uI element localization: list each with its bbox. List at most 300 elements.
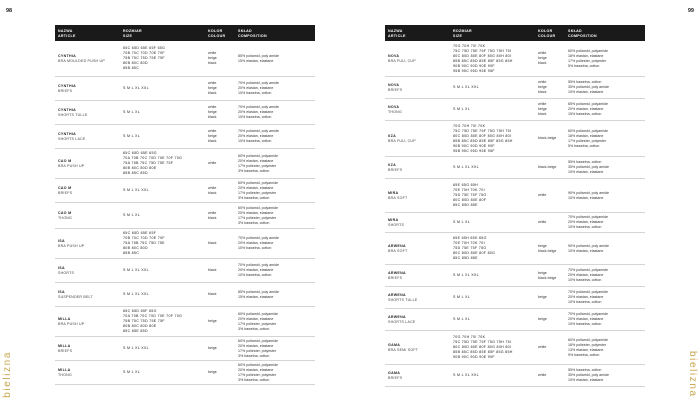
header-label: COLOUR xyxy=(538,34,556,38)
article-name: MIRA xyxy=(388,190,399,195)
composition-cell xyxy=(235,181,315,201)
colour-value: white xyxy=(208,105,217,109)
composition-cell xyxy=(235,363,315,383)
table-row xyxy=(55,41,315,77)
colour-value: white xyxy=(538,102,547,106)
article-cell xyxy=(55,290,120,300)
sizes-cell xyxy=(450,236,535,261)
composition-line: 70% poliamid, polyamide xyxy=(568,312,608,316)
colours-cell xyxy=(205,241,235,246)
article-name: CYNTHIA xyxy=(58,107,77,112)
header-cell-col4 xyxy=(235,29,315,41)
size-line: 85C 85D 85E xyxy=(453,203,478,207)
article-name: CAO M xyxy=(58,185,72,190)
article-name: NOVA xyxy=(388,82,400,87)
composition-line: 70% poliamid, poly amide xyxy=(238,263,279,267)
article-type: SHORTS TULLE xyxy=(388,297,418,302)
composition-line: 9% bawełna, cotton xyxy=(568,352,600,357)
composition-line: 10% bawełna, cotton xyxy=(568,278,602,282)
colour-value: white xyxy=(538,220,547,224)
table-row xyxy=(55,229,315,259)
article-type: BRIEFS xyxy=(388,167,403,172)
sizes-cell xyxy=(450,44,535,74)
composition-line: 15% elastan, elastane xyxy=(238,294,274,299)
composition-cell xyxy=(565,160,645,175)
size-line: 80B 80C 80D xyxy=(123,61,148,65)
colours-cell xyxy=(535,373,565,378)
table-row xyxy=(55,337,315,361)
composition-line: 17% poliester, polyester xyxy=(238,190,277,195)
colour-value: black xyxy=(208,241,217,245)
composition-line: 17% poliester, polyester xyxy=(238,372,277,377)
colours-cell xyxy=(205,319,235,324)
size-line: S M L XL XXL xyxy=(123,188,149,192)
composition-line: 17% poliester, polyester xyxy=(568,58,607,63)
size-line: 70E 70H 70K 70I xyxy=(453,241,485,245)
composition-line: 20% elastan, elastane xyxy=(568,220,604,224)
colour-value: black xyxy=(208,215,217,220)
size-line: 80B 80C 80D xyxy=(123,246,148,250)
composition-line: 90% poliamid, poly amide xyxy=(568,190,609,195)
header-cell-col3 xyxy=(535,29,565,41)
composition-cell xyxy=(235,312,315,332)
composition-line: 20% elastan, elastane xyxy=(238,343,274,348)
composition-line: 15% elastan, elastane xyxy=(238,58,274,63)
article-cell xyxy=(385,54,450,64)
size-line: 70B 70C 70D 70E 70F xyxy=(123,236,165,240)
sizes-cell xyxy=(120,268,205,273)
size-line: 80B 80C 80D 80E xyxy=(123,166,157,170)
composition-line: 20% elastan, elastane xyxy=(238,367,274,372)
article-type: BRIEFS xyxy=(58,348,73,353)
composition-line: 15% bawełna, cotton xyxy=(568,112,602,116)
colour-value: black xyxy=(538,90,547,94)
article-type: BRA SOFT xyxy=(388,248,408,253)
article-name: MIRA xyxy=(388,217,399,222)
colours-cell xyxy=(535,317,565,322)
composition-line: 20% elastan, elastane xyxy=(238,134,274,138)
colour-value: black-beige xyxy=(538,248,557,253)
size-line: S M L XL XXL xyxy=(123,292,149,296)
article-name: ISA xyxy=(58,289,65,294)
size-line: 65C 65D 65E 65F xyxy=(123,231,157,235)
article-type: BRA PUSH UP xyxy=(58,163,85,168)
colour-value: white xyxy=(538,80,547,84)
article-type: SHORTS xyxy=(388,222,405,227)
composition-line: 17% poliester, polyester xyxy=(568,138,607,143)
size-line: 70G 70H 70I 70K xyxy=(453,43,486,48)
article-cell xyxy=(55,54,120,64)
article-cell xyxy=(55,344,120,354)
size-line: 70G 70H 70I 70K xyxy=(453,123,486,128)
article-type: SHORTS xyxy=(58,270,75,275)
size-line: S M L XL xyxy=(453,295,471,299)
brand-wordmark-left: bielizna xyxy=(2,351,13,398)
colour-value: black xyxy=(208,139,217,143)
size-line: S M L XL xyxy=(123,110,141,114)
composition-cell xyxy=(565,102,645,117)
article-name: ARWENA xyxy=(388,270,406,275)
article-name: CAO M xyxy=(58,158,72,163)
colours-cell xyxy=(205,211,235,221)
composition-cell xyxy=(235,339,315,359)
table-row xyxy=(385,213,645,233)
size-line: 65C 65D 65E 65F 65G xyxy=(123,46,166,50)
size-line: S M L XL xyxy=(123,370,141,374)
product-table-left xyxy=(55,25,315,385)
composition-line: 55% bawełna, cotton xyxy=(568,368,602,372)
header-cell-col2 xyxy=(450,29,535,41)
composition-line: 20% elastan, elastane xyxy=(568,317,604,321)
composition-line: 20% elastan, elastane xyxy=(238,185,274,190)
size-line: 85B 85C xyxy=(123,66,140,70)
composition-cell xyxy=(565,338,645,358)
colour-value: white xyxy=(208,129,217,133)
table-row xyxy=(55,149,315,179)
sizes-cell xyxy=(120,292,205,297)
composition-line: 10% bawełna, cotton xyxy=(238,246,272,250)
composition-cell xyxy=(565,244,645,254)
composition-line: 13% elastan, elastane xyxy=(568,347,604,352)
sizes-cell xyxy=(450,107,535,112)
colour-value: black xyxy=(208,190,217,195)
size-line: S M L XL XXL xyxy=(453,85,479,89)
article-cell xyxy=(55,317,120,327)
composition-line: 5% bawełna, cotton xyxy=(568,63,600,68)
header-label: ARTICLE xyxy=(388,34,406,38)
table-row xyxy=(55,283,315,307)
size-line: 75B 75C 75D 75E 75F xyxy=(123,319,165,323)
composition-line: 60% poliamid, polyamide xyxy=(568,337,608,342)
article-type: BRA PUSH UP xyxy=(58,321,85,326)
header-label: COLOUR xyxy=(208,34,226,38)
size-line: 75B 75C 75D 75E 75F xyxy=(123,56,165,60)
sizes-cell xyxy=(120,86,205,91)
header-label: KOLOR xyxy=(208,29,223,33)
article-cell xyxy=(385,271,450,281)
colour-value: black-beige xyxy=(538,165,557,169)
size-line: 70B 70C 70D 70E 70F xyxy=(123,51,165,55)
table-row xyxy=(385,41,645,77)
composition-line: 70% poliamid, polyamide xyxy=(568,290,608,294)
header-label: COMPOSITION xyxy=(238,34,267,38)
colour-value: beige xyxy=(538,295,547,299)
colour-value: black xyxy=(208,115,217,119)
composition-line: 10% bawełna, cotton xyxy=(238,115,272,119)
header-label: SKŁAD xyxy=(238,29,252,33)
composition-line: 20% elastan, elastane xyxy=(238,241,274,245)
article-cell xyxy=(55,266,120,276)
colours-cell xyxy=(535,51,565,66)
article-cell xyxy=(385,293,450,303)
composition-line: 10% bawełna, cotton xyxy=(238,91,272,95)
size-line: 70A 70B 70C 70D 70E 70F 70G xyxy=(123,156,183,160)
composition-line: 20% elastan, elastane xyxy=(238,210,274,215)
article-cell xyxy=(55,239,120,249)
article-name: IIZA xyxy=(388,162,396,167)
header-label: ARTICLE xyxy=(58,34,76,38)
composition-cell xyxy=(235,54,315,64)
colour-value: white xyxy=(208,81,217,85)
brand-wordmark-right: bielizna xyxy=(687,351,698,398)
article-name: ISA xyxy=(58,238,65,243)
table-row xyxy=(55,125,315,149)
composition-line: 3% bawełna, cotton xyxy=(238,220,270,225)
colours-cell xyxy=(205,105,235,120)
size-line: 85B 85C 85D 85E 85F 85G 85H xyxy=(453,350,513,354)
article-type: BRA FULL CUP xyxy=(388,138,416,143)
composition-line: 10% bawełna, cotton xyxy=(568,300,602,304)
article-cell xyxy=(55,211,120,221)
composition-cell xyxy=(235,154,315,174)
table-row xyxy=(385,179,645,213)
article-name: GAMA xyxy=(388,370,401,375)
composition-cell xyxy=(565,268,645,283)
composition-cell xyxy=(235,290,315,300)
article-name: CYNTHIA xyxy=(58,131,77,136)
size-line: S M L XL XXL xyxy=(123,86,149,90)
size-line: 70A 70B 70C 70D 70E 70F 70G xyxy=(123,314,183,318)
size-line: S M L XL xyxy=(453,107,471,111)
size-line: 85B 85C 85D 85E 85F 85G 85H xyxy=(453,138,513,143)
composition-cell xyxy=(565,290,645,305)
colour-value: beige xyxy=(538,270,547,275)
composition-line: 70% poliamid, polyamide xyxy=(568,215,608,219)
composition-cell xyxy=(235,129,315,144)
composition-line: 3% bawełna, cotton xyxy=(238,195,270,200)
article-name: MILLA xyxy=(58,316,71,321)
composition-line: 18% poliester, polyester xyxy=(568,342,607,347)
article-type: BRA SOFT xyxy=(388,195,408,200)
article-cell xyxy=(385,244,450,254)
composition-line: 70% poliamid, poly amide xyxy=(238,129,279,133)
composition-line: 85% poliamid, poly amide xyxy=(238,289,279,294)
colour-value: black-beige xyxy=(538,136,557,140)
table-row xyxy=(385,157,645,179)
article-type: THONG xyxy=(388,109,402,114)
colour-value: white xyxy=(208,210,217,215)
composition-line: 60% poliamid, polyamide xyxy=(568,48,608,53)
composition-line: 60% poliamid, polyamide xyxy=(568,128,608,133)
article-type: THONG xyxy=(58,215,72,220)
header-label: SIZE xyxy=(453,34,463,38)
article-name: MILLA xyxy=(58,343,71,348)
article-name: GAMA xyxy=(388,342,401,347)
header-label: NAZWA xyxy=(388,29,403,33)
composition-line: 17% poliester, polyester xyxy=(238,215,277,220)
article-cell xyxy=(385,218,450,228)
page-number-left: 98 xyxy=(6,8,13,14)
colours-cell xyxy=(205,51,235,66)
table-row xyxy=(385,77,645,99)
size-line: 75C 75D 75E 75F 75G 75H 75I xyxy=(453,128,512,133)
table-row xyxy=(385,287,645,309)
colour-value: black xyxy=(538,61,547,65)
table-row xyxy=(385,309,645,331)
colour-value: beige xyxy=(208,319,217,323)
composition-line: 10% bawełna, cotton xyxy=(238,273,272,277)
article-cell xyxy=(385,343,450,353)
table-row xyxy=(385,365,645,387)
colour-value: black xyxy=(208,61,217,65)
header-label: ROZMIAR xyxy=(453,29,472,33)
composition-line: 60% poliamid, polyamide xyxy=(238,362,278,367)
product-table-right xyxy=(385,25,645,387)
composition-line: 70% poliamid, poly amide xyxy=(238,236,279,240)
colours-cell xyxy=(535,165,565,170)
composition-line: 3% bawełna, cotton xyxy=(238,377,270,382)
colours-cell xyxy=(535,220,565,225)
header-label: KOLOR xyxy=(538,29,553,33)
colours-cell xyxy=(205,346,235,351)
header-cell-col1 xyxy=(385,29,450,41)
article-type: BRIEFS xyxy=(388,375,403,380)
table-row xyxy=(385,331,645,365)
composition-line: 20% elastan, elastane xyxy=(568,273,604,277)
composition-line: 70% poliamid, poly amide xyxy=(238,81,279,85)
size-line: 85B 85C 85D xyxy=(123,171,148,175)
colour-value: black-beige xyxy=(538,275,557,280)
article-type: BRIEFS xyxy=(58,190,73,195)
composition-line: 20% elastan, elastane xyxy=(238,158,274,163)
composition-line: 60% poliamid, polyamide xyxy=(238,153,278,158)
colour-value: beige xyxy=(208,56,217,60)
size-line: 85C 85E 85D xyxy=(123,329,148,333)
composition-cell xyxy=(565,49,645,69)
size-line: S M L XL xyxy=(123,134,141,138)
colours-cell xyxy=(535,345,565,350)
table-header xyxy=(55,25,315,41)
colour-value: beige xyxy=(208,346,217,350)
article-name: ARWENA xyxy=(388,292,406,297)
article-type: BRIEFS xyxy=(388,275,403,280)
colours-cell xyxy=(535,271,565,281)
size-line: 80C 80D 80E 80F 80G 80H 80I xyxy=(453,133,512,138)
colour-value: beige xyxy=(538,317,547,321)
size-line: 65E 65H 65K 65G xyxy=(453,236,487,240)
colour-value: black xyxy=(538,112,547,116)
header-cell-col4 xyxy=(565,29,645,41)
size-line: 85C 85D 85E xyxy=(453,256,478,260)
composition-line: 10% bawełna, cotton xyxy=(238,139,272,143)
sizes-cell xyxy=(450,183,535,208)
article-cell xyxy=(55,186,120,196)
article-cell xyxy=(55,108,120,118)
composition-line: 3% bawełna, cotton xyxy=(238,326,270,331)
table-row xyxy=(385,99,645,121)
article-type: SUSPENDER BELT xyxy=(58,294,93,299)
composition-line: 10% elastan, elastane xyxy=(568,90,604,94)
colours-cell xyxy=(205,292,235,297)
colour-value: white xyxy=(208,185,217,190)
size-line: 90B 90C 90D 90E 90F xyxy=(453,143,495,148)
composition-line: 10% bawełna, cotton xyxy=(568,322,602,326)
article-cell xyxy=(385,134,450,144)
composition-cell xyxy=(235,81,315,96)
size-line: S M L XL XXL xyxy=(123,346,149,350)
colour-value: beige xyxy=(538,85,547,89)
table-row xyxy=(55,203,315,229)
table-row xyxy=(385,121,645,157)
composition-line: 70% poliamid, poly amide xyxy=(238,105,279,109)
composition-line: 10% elastan, elastane xyxy=(568,248,604,253)
size-line: S M L XL XXL xyxy=(123,268,149,272)
size-line: 75D 75E 75F 75G xyxy=(453,246,487,250)
colours-cell xyxy=(535,102,565,117)
sizes-cell xyxy=(120,370,205,375)
colour-value: beige xyxy=(208,134,217,138)
composition-line: 55% bawełna, cotton xyxy=(568,160,602,164)
composition-line: 3% bawełna, cotton xyxy=(238,353,270,358)
size-line: 80B 80C 80D 80E xyxy=(123,324,157,328)
composition-line: 18% elastan, elastane xyxy=(568,133,604,138)
colour-value: black xyxy=(208,292,217,296)
composition-line: 10% elastan, elastane xyxy=(568,378,604,382)
article-cell xyxy=(55,84,120,94)
header-cell-col1 xyxy=(55,29,120,41)
sizes-cell xyxy=(120,231,205,256)
colours-cell xyxy=(535,193,565,198)
colours-cell xyxy=(205,161,235,166)
colours-cell xyxy=(535,80,565,95)
size-line: S M L XL xyxy=(453,220,471,224)
table-row xyxy=(55,77,315,101)
size-line: S M L XL XXL xyxy=(453,273,479,277)
article-type: BRA SEMI SOFT xyxy=(388,347,419,352)
composition-line: 17% poliester, polyester xyxy=(238,348,277,353)
composition-line: 10% elastan, elastane xyxy=(568,195,604,200)
colours-cell xyxy=(535,136,565,141)
size-line: 70E 70H 70K 70I xyxy=(453,188,485,192)
table-header xyxy=(385,25,645,41)
article-name: ARWENA xyxy=(388,243,406,248)
composition-line: 60% poliamid, polyamide xyxy=(238,311,278,316)
size-line: 90B 90C 90D 90E 90F xyxy=(453,63,495,68)
sizes-cell xyxy=(450,220,535,225)
sizes-cell xyxy=(450,317,535,322)
composition-cell xyxy=(565,129,645,149)
colours-cell xyxy=(205,81,235,96)
colour-value: white xyxy=(208,161,217,165)
sizes-cell xyxy=(450,373,535,378)
article-name: CYNTHIA xyxy=(58,83,77,88)
table-row xyxy=(55,361,315,385)
sizes-cell xyxy=(450,124,535,154)
composition-line: 35% poliamid, poly amide xyxy=(568,373,609,377)
sizes-cell xyxy=(120,151,205,176)
article-name: ARWENA xyxy=(388,314,406,319)
sizes-cell xyxy=(120,46,205,71)
composition-line: 17% poliester, polyester xyxy=(238,321,277,326)
sizes-cell xyxy=(120,309,205,334)
size-line: 75A 75B 75C 75D 75E 75F xyxy=(123,161,174,165)
sizes-cell xyxy=(120,134,205,139)
header-label: SKŁAD xyxy=(568,29,582,33)
article-cell xyxy=(385,315,450,325)
article-cell xyxy=(385,371,450,381)
composition-line: 10% elastan, elastane xyxy=(568,170,604,174)
colour-value: beige xyxy=(208,110,217,114)
size-line: 80C 80D 80E 80F 80G 80H 80I xyxy=(453,345,512,349)
header-label: COMPOSITION xyxy=(568,34,597,38)
colour-value: white xyxy=(208,51,217,55)
sizes-cell xyxy=(450,295,535,300)
composition-line: 5% bawełna, cotton xyxy=(568,143,600,148)
article-cell xyxy=(385,191,450,201)
colours-cell xyxy=(205,129,235,144)
size-line: S M L XL XXL xyxy=(453,373,479,377)
sizes-cell xyxy=(120,110,205,115)
